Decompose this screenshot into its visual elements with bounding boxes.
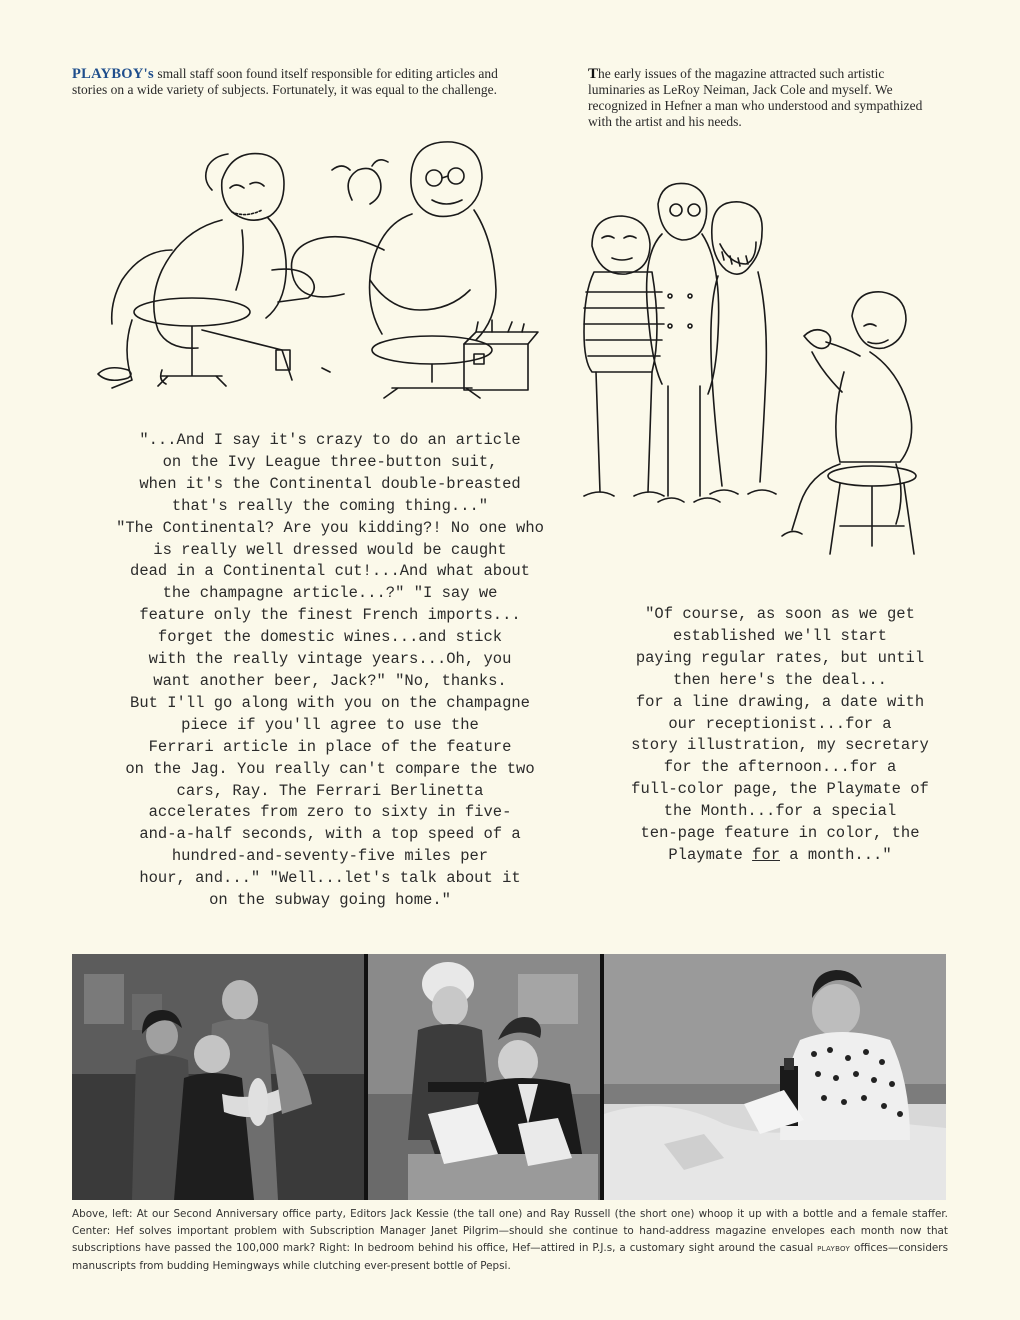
- photo-caption: [72, 1206, 948, 1275]
- editors-cartoon-illustration: [72, 140, 544, 402]
- intro-paragraph-right: [588, 66, 936, 130]
- office-party-photo: [72, 954, 364, 1200]
- intro-left-text: small staff soon found itself responsible for editing articles and stories on a wide variety of subjects. Fortunately, it was equal to the challenge.: [72, 66, 498, 97]
- quote-right-text: "Of course, as soon as we get established we'll start paying regular rates, but until then here's the deal... for a line drawing, a date with our receptionist...for a story illustration, my secretary for the afternoon...for a full-color page, the Playmate of the Month...for a special ten-page feature in color, the Playmate: [631, 605, 929, 864]
- dialogue-quote-right: [590, 604, 970, 867]
- subscription-manager-photo: [368, 954, 600, 1200]
- playboy-brand-text: PLAYBOY's: [72, 66, 154, 82]
- intro-paragraph-left: [72, 66, 512, 98]
- quote-right-text-end: a month...": [780, 845, 892, 864]
- bedroom-manuscripts-photo: [604, 954, 946, 1200]
- artists-cartoon-illustration: [572, 176, 964, 568]
- caption-text-end: offices—considers manuscripts from budding Hemingways while clutching ever-present bottle of Pepsi.: [72, 1242, 948, 1272]
- photo-strip: [72, 954, 946, 1200]
- caption-brand: PLAYBOY: [817, 1245, 851, 1253]
- intro-right-text: he early issues of the magazine attracted such artistic luminaries as LeRoy Neiman, Jack Cole and myself. We recognized in Hefner a man who understood and sympathized with the artist and his needs.: [588, 66, 923, 129]
- caption-text: Above, left: At our Second Anniversary office party, Editors Jack Kessie (the tall one) and Ray Russell (the short one) whoop it up with a bottle and a female staffer. Center: Hef solves important problem with Subscription Manager Janet Pilgrim—should she continue to hand-address magazine envelopes each month now that subscriptions have passed the 100,000 mark? Right: In bedroom behind his office, Hef—attired in P.J.s, a customary sight around the casual: [72, 1208, 948, 1254]
- dialogue-quote-left: "...And I say it's crazy to do an article on the Ivy League three-button suit, when it's the Continental double-breasted that's really the coming thing..." "The Continental? Are you kidding?! No one who is really well dressed would be caught dead in a Continental cut!...And what about the champagne article...?" "I say we feature only the finest French imports... forget the domestic wines...and stick with the really vintage years...Oh, you want another beer, Jack?" "No, thanks. But I'll go along with you on the champagne piece if you'll agree to use the Ferrari article in place of the feature on the Jag. You really can't compare the two cars, Ray. The Ferrari Berlinetta accelerates from zero to sixty in five- and-a-half seconds, with a top speed of a hundred-and-seventy-five miles per hour, and..." "Well...let's talk about it on the subway going home.": [116, 431, 544, 910]
- quote-right-underlined-word: for: [752, 845, 780, 864]
- intro-right-initial: T: [588, 66, 599, 82]
